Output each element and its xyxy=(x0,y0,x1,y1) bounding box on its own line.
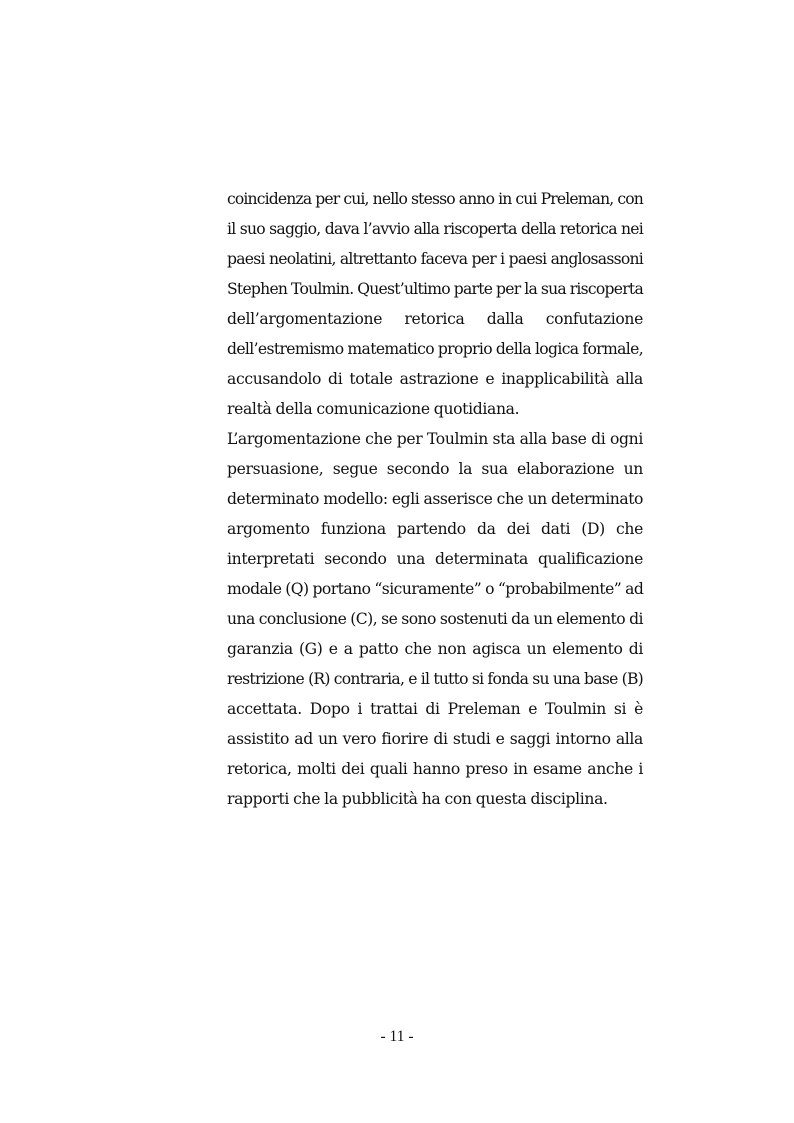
paragraph-2 xyxy=(227,424,643,814)
text-line: retorica, molti dei quali hanno preso in esame anche i xyxy=(227,760,643,778)
text-line: dell’estremismo matematico proprio della logica formale, xyxy=(227,340,643,358)
text-line: assistito ad un vero fiorire di studi e saggi intorno alla xyxy=(227,730,643,748)
text-line: interpretati secondo una determinata qualificazione xyxy=(227,550,643,568)
text-line: accusandolo di totale astrazione e inapplicabilità alla xyxy=(227,370,643,388)
text-line: accettata. Dopo i trattai di Preleman e Toulmin si è xyxy=(227,700,643,718)
text-line: L’argomentazione che per Toulmin sta alla base di ogni xyxy=(227,430,643,448)
text-line: una conclusione (C), se sono sostenuti da un elemento di xyxy=(227,610,643,628)
text-line: paesi neolatini, altrettanto faceva per i paesi anglosassoni xyxy=(227,250,643,268)
text-line: modale (Q) portano “sicuramente” o “probabilmente” ad xyxy=(227,580,644,598)
body-text xyxy=(227,184,643,814)
text-line: restrizione (R) contraria, e il tutto si fonda su una base (B) xyxy=(227,670,643,688)
page-number: - 11 - xyxy=(380,1028,414,1045)
text-line: realtà della comunicazione quotidiana. xyxy=(227,400,520,418)
text-line: argomento funziona partendo da dei dati (D) che xyxy=(227,520,643,538)
text-line: rapporti che la pubblicità ha con questa disciplina. xyxy=(227,790,608,808)
text-line: Stephen Toulmin. Quest’ultimo parte per la sua riscoperta xyxy=(227,280,643,298)
paragraph-1 xyxy=(227,184,643,424)
text-line: dell’argomentazione retorica dalla confutazione xyxy=(227,310,643,328)
text-line: determinato modello: egli asserisce che un determinato xyxy=(227,490,643,508)
text-line: persuasione, segue secondo la sua elaborazione un xyxy=(227,460,643,478)
text-line: garanzia (G) e a patto che non agisca un elemento di xyxy=(227,640,643,658)
text-line: il suo saggio, dava l’avvio alla riscoperta della retorica nei xyxy=(227,220,643,238)
text-line: coincidenza per cui, nello stesso anno in cui Preleman, con xyxy=(227,190,643,208)
